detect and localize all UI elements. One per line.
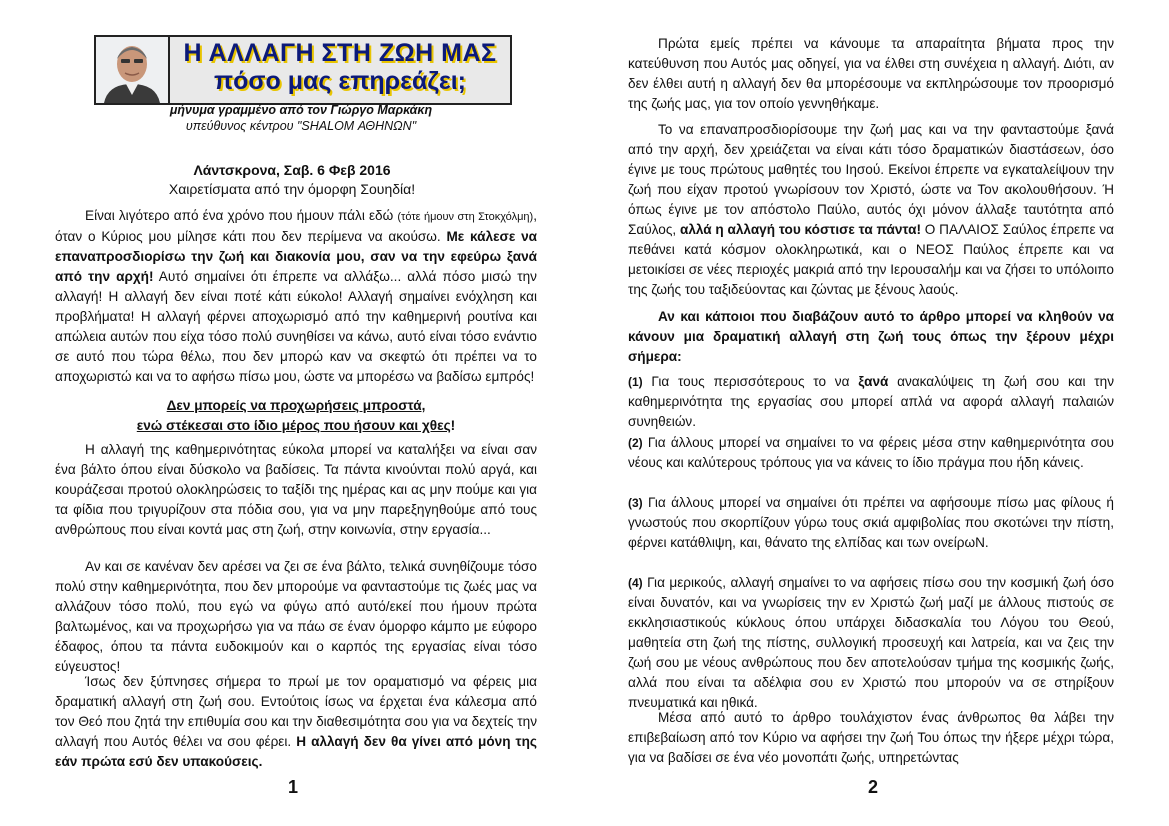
item-1-emphasis: ξανά <box>858 374 889 389</box>
author-photo <box>96 37 170 103</box>
r-p2-text-c: Ο ΠΑΛΑΙΟΣ Σαύλος έπρεπε να πεθάνει κατά κόσμον ολοκληρωτικά, και ο ΝΕΟΣ Παύλος έπρεπε και να μετοικίσει σε νέες περιοχές μακριά από την Ιερουσαλήμ και να ζήσει το υπόλοιπο της ζωής του ταξιδεύοντας και ζώντας με ξένους λαούς. <box>628 222 1114 297</box>
r-paragraph-1: Πρώτα εμείς πρέπει να κάνουμε τα απαραίτητα βήματα προς την κατεύθυνση που Αυτός μας οδηγεί, για να έλθει στη συνέχεια η αλλαγή. Διότι, αν δεν έλθει αυτή η αλλαγή δεν θα μπορέσουμε να εκπληρώσουμε τον προορισμό της ζωής μας, για τον οποίο γεννηθήκαμε. <box>628 36 1114 111</box>
r-paragraph-3: Αν και κάποιοι που διαβάζουν αυτό το άρθρο μπορεί να κληθούν να κάνουν μια δραματική αλλαγή στη ζωή τους όπως την ξέρουν μέχρι σήμερα: <box>628 309 1114 364</box>
r-p2-text-a: Το να επαναπροσδιορίσουμε την ζωή μας και να την φανταστούμε ξανά από την αρχή, δεν χρειάζεται να είναι κάτι τόσο δραματικών διαστάσεων, όσο έγινε με τους πρώτους μαθητές του Ιησού. Εκείνοι έπρεπε να εγκαταλείψουν την ζωή που είχαν προτού γνωρίσουν τον Χριστό, ώστε να Τον ακολουθήσουν. Ή όπως έγινε με τον απόστολο Παύλο, αυτός όχι μόνον άλλαξε ταυτότητα από Σαύλος, <box>628 122 1114 237</box>
page-number-2: 2 <box>867 777 878 797</box>
item-1-text-a: Για τους περισσότερους το να <box>642 374 859 389</box>
heading-line-1: Δεν μπορείς να προχωρήσεις μπροστά, <box>166 398 426 413</box>
author-subtitle: μήνυμα γραμμένο από τον Γιώργο Μαρκάκη <box>169 103 433 117</box>
title-line-1: Η ΑΛΛΑΓΗ ΣΤΗ ΖΩΗ ΜΑΣ <box>183 39 497 67</box>
heading-exclaim: ! <box>450 418 456 433</box>
paragraph-1 <box>55 206 537 387</box>
list-item-3 <box>628 493 1114 553</box>
item-2-text: Για άλλους μπορεί να σημαίνει το να φέρεις μέσα στην καθημερινότητα σου νέους και καλύτερους τρόπους για να κάνεις το ίδιο πράγμα που ήδη κάνεις. <box>628 435 1114 470</box>
page-right <box>584 0 1169 826</box>
p1-text-c: , όταν ο Κύριος μου μίλησε κάτι που δεν περίμενα να ακούσω. <box>55 208 537 244</box>
greeting: Χαιρετίσματα από την όμορφη Σουηδία! <box>168 181 416 197</box>
heading-line-2: ενώ στέκεσαι στο ίδιο μέρος που ήσουν και χθες <box>136 418 451 433</box>
r-paragraph-2 <box>628 120 1114 300</box>
p1-aside: (τότε ήμουν στη Στοκχόλμη) <box>397 211 534 223</box>
p4-emphasis: Η αλλαγή δεν θα γίνει από μόνη της εάν πρώτα εσύ δεν υπακούσεις. <box>55 734 537 769</box>
p1-emphasis: Με κάλεσε να επαναπροσδιορίσω την ζωή και διακονία μου, σαν να την εφεύρω ξανά από την αρχή! <box>55 229 537 284</box>
list-item-1 <box>628 372 1114 432</box>
list-item-4 <box>628 573 1114 713</box>
page-number-1: 1 <box>287 777 298 797</box>
section-heading <box>55 396 537 436</box>
r-paragraph-5: Μέσα από αυτό το άρθρο τουλάχιστον ένας άνθρωπος θα λάβει την επιβεβαίωση από τον Κύριο να αφήσει την ζωή Του όπως την ήξερε μέχρι τώρα, για να βαδίσει σε ένα νέο μονοπάτι ζωής, υπηρετώντας <box>628 710 1114 765</box>
title-line-2: πόσο μας επηρεάζει; <box>214 67 466 95</box>
item-4-text: Για μερικούς, αλλαγή σημαίνει το να αφήσεις πίσω σου την κοσμική ζωή όσο είναι δυνατόν, και να γνωρίσεις την εν Χριστώ ζωή μαζί με άλλους πιστούς σε εκκλησιαστικούς κύκλους όπου υπάρχει διδασκαλία του Λόγου του Θεού, μαθητεία στη ζωή της πίστης, συλλογική προσευχή και λατρεία, και να ζεις την ζωή σου με νέους ανθρώπους που δεν αποτελούσαν τμήμα της κοσμικής ζωής, αλλά που είναι τα αδέλφια σου εν Χριστώ που μπορούν να σε στηρίξουν πνευματικά και ηθικά. <box>628 575 1114 710</box>
item-1-text-c: ανακαλύψεις τη ζωή σου και την καθημερινότητα της εργασίας σου μπορεί απλά να αφορά αλλαγή παλαιών συνηθειών. <box>628 374 1114 429</box>
paragraph-2: Η αλλαγή της καθημερινότητας εύκολα μπορεί να καταλήξει να είναι σαν ένα βάλτο όπου είναι δύσκολο να βαδίσεις. Τα πάντα κινούνται πολύ αργά, και κουράζεσαι προτού ολοκληρώσεις το ταξίδι της ημέρας και ας μην πούμε και για τα φίδια που τριγυρίζουν στα πόδια σου, για να μην παρεξηγηθούμε από τους ανθρώπους που είναι κοντά μας στη ζωή, στην κοινωνία, στην εργασία... <box>55 442 537 537</box>
paragraph-3: Αν και σε κανέναν δεν αρέσει να ζει σε ένα βάλτο, τελικά συνηθίζουμε τόσο πολύ στην καθημερινότητα, που δεν μπορούμε να φανταστούμε τις ζωές μας να αλλάζουν τόσο πολύ, που εγώ να φύγω από αυτό/εκεί που ήμουν πρώτα βαλτωμένος, και να προχωρήσω για να πάω σε έναν όμορφο κάμπο με εύφορο έδαφος, όπου τα πάντα ευδοκιμούν και ο καρπός της εργασίας είναι τόσο εύγευστος! <box>55 559 537 674</box>
author-role: υπεύθυνος κέντρου "SHALOM ΑΘΗΝΩΝ" <box>185 119 417 133</box>
p1-text-a: Είναι λιγότερο από ένα χρόνο που ήμουν πάλι εδώ <box>85 208 398 223</box>
item-1-number: (1) <box>628 375 643 389</box>
item-3-number: (3) <box>628 496 643 510</box>
p1-text-e: Αυτό σημαίνει ότι έπρεπε να αλλάξω... αλλά πόσο μισώ την αλλαγή! Η αλλαγή δεν είναι ποτέ κάτι εύκολο! Αλλαγή σημαίνει ενόχληση και προβλήματα! Η αλλαγή φέρνει αποχωρισμό από την καθημερινή ρουτίνα και απώλεια αυτών που είχα τόσο πολύ συνηθίσει να κάνω, αυτό είναι τόσο ενάντιο σε αυτό που τώρα θέλω, που δεν μπορώ καν να σκεφτώ ότι πρέπει να το αποχωριστώ και να το αφήσω πίσω μου, ώστε να μπορέσω να βαδίσω εμπρός! <box>55 269 537 384</box>
p4-text: Ίσως δεν ξύπνησες σήμερα το πρωί με τον οραματισμό να φέρεις μια δραματική αλλαγή στη ζωή σου. Εντούτοις ίσως να έρχεται ένα κάλεσμα από τον Θεό που ζητά την επιθυμία σου και την διαθεσιμότητα σου για να δεχτείς την αλλαγή που Αυτός θέλει να σου φέρει. <box>55 674 537 749</box>
r-p2-emphasis: αλλά η αλλαγή του κόστισε τα πάντα! <box>679 222 921 237</box>
item-2-number: (2) <box>628 436 643 450</box>
title-banner <box>94 35 512 105</box>
item-3-text: Για άλλους μπορεί να σημαίνει ότι πρέπει να αφήσουμε πίσω μας φίλους ή γνωστούς που σκορπίζουν γύρω τους σκιά αμφιβολίας που σκοτώνει την πίστη, φέρνει κατάθλιψη, και, θάνατο της ελπίδας και των ονείρωΝ. <box>628 495 1114 550</box>
page-left <box>0 0 584 826</box>
list-item-2 <box>628 433 1114 473</box>
item-4-number: (4) <box>628 576 643 590</box>
dateline: Λάντσκρονα, Σαβ. 6 Φεβ 2016 <box>193 162 391 178</box>
title-panel <box>170 37 510 103</box>
author-portrait-icon <box>96 37 168 103</box>
paragraph-4 <box>55 672 537 772</box>
